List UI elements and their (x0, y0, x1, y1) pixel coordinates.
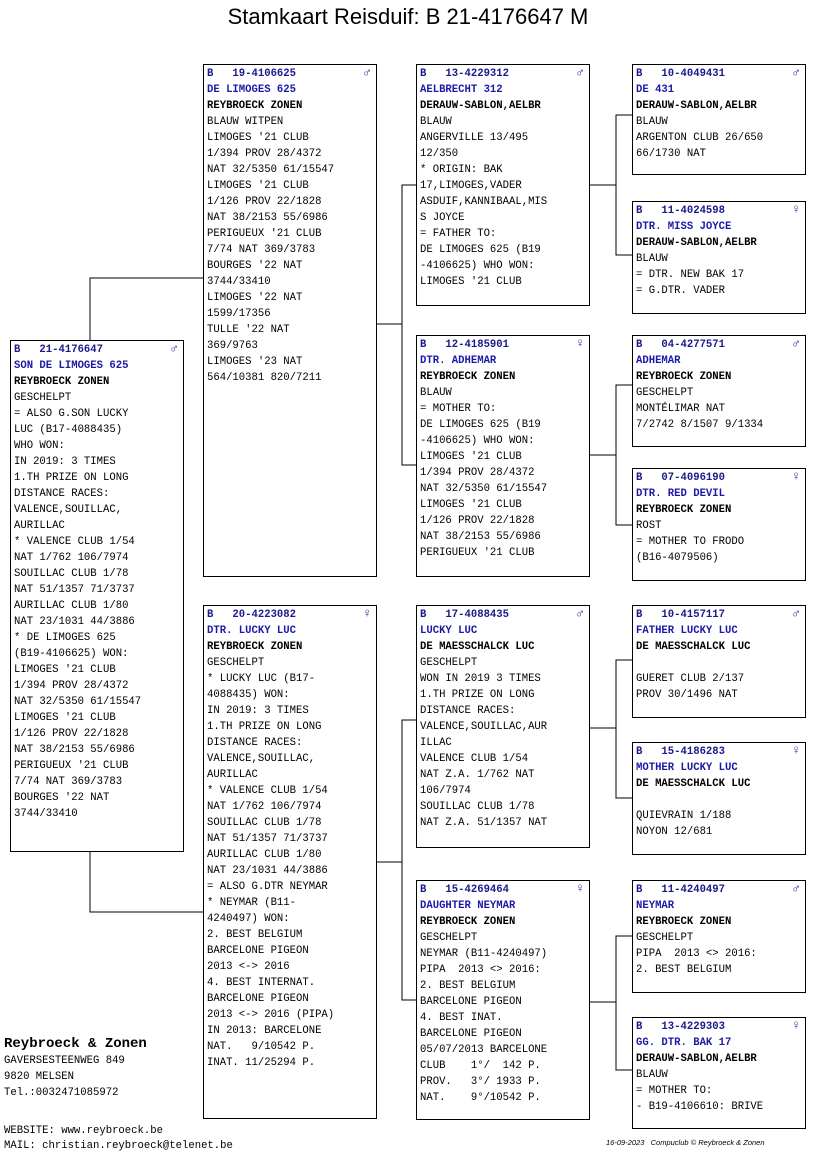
pigeon-detail-line: PIPA 2013 <> 2016: (636, 948, 757, 960)
pigeon-card-father (203, 64, 377, 577)
pigeon-name: MOTHER LUCKY LUC (636, 762, 738, 774)
pigeon-name: LUCKY LUC (420, 625, 478, 637)
ring-number (207, 607, 373, 623)
pigeon-owner: REYBROECK ZONEN (420, 371, 516, 383)
connector-fm-fmf (589, 385, 633, 455)
ring-number (636, 337, 802, 353)
pigeon-detail-line: NAT 23/1031 44/3886 (14, 616, 135, 628)
pigeon-detail-line: IN 2019: 3 TIMES (14, 456, 116, 468)
connector-mother-mm (402, 862, 417, 1000)
pigeon-detail-line: 1/394 PROV 28/4372 (420, 467, 535, 479)
pigeon-card-ffm (632, 201, 806, 314)
website-link[interactable]: WEBSITE: www.reybroeck.be (4, 1125, 163, 1137)
pigeon-detail-line: S JOYCE (420, 212, 465, 224)
pigeon-detail-line: PERIGUEUX '21 CLUB (420, 547, 535, 559)
female-sex-icon: ♀ (792, 202, 800, 217)
pigeon-detail-line: DISTANCE RACES: (207, 737, 303, 749)
pigeon-name: DTR. LUCKY LUC (207, 625, 297, 637)
pigeon-detail-line: 369/9763 (207, 340, 258, 352)
pigeon-detail-line: BLAUW (420, 387, 452, 399)
pigeon-detail-line: LIMOGES '21 CLUB (207, 132, 309, 144)
pigeon-owner: DE MAESSCHALCK LUC (636, 778, 751, 790)
ring-number-text: B 15-4186283 (636, 746, 726, 758)
pigeon-name: AELBRECHT 312 (420, 84, 503, 96)
pigeon-name: ADHEMAR (636, 355, 681, 367)
ring-number (636, 607, 802, 623)
pigeon-detail-line: BARCELONE PIGEON (420, 1028, 522, 1040)
pigeon-detail-line: INAT. 11/25294 P. (207, 1057, 316, 1069)
pigeon-detail-line: BARCELONE PIGEON (207, 945, 309, 957)
pigeon-detail-line: GESCHELPT (420, 932, 478, 944)
pigeon-name: NEYMAR (636, 900, 675, 912)
pigeon-detail-line: VALENCE,SOUILLAC, (207, 753, 316, 765)
pigeon-detail-line: 1/394 PROV 28/4372 (14, 680, 129, 692)
pigeon-card-mother-father (416, 605, 590, 848)
pigeon-detail-line: ASDUIF,KANNIBAAL,MIS (420, 196, 548, 208)
pigeon-detail-line: WON IN 2019 3 TIMES (420, 673, 541, 685)
pigeon-detail-line: BARCELONE PIGEON (420, 996, 522, 1008)
pigeon-detail-line: GESCHELPT (636, 387, 694, 399)
connector-father-ff (376, 185, 417, 324)
pigeon-detail-line: (B19-4106625) WON: (14, 648, 129, 660)
pigeon-card-fmf (632, 335, 806, 447)
pigeon-card-subject (10, 340, 184, 852)
pigeon-detail-line: AURILLAC CLUB 1/80 (14, 600, 129, 612)
pigeon-detail-line: 1/126 PROV 22/1828 (207, 196, 322, 208)
ring-number (420, 337, 586, 353)
pigeon-card-mother (203, 605, 377, 1119)
pigeon-detail-line: DISTANCE RACES: (420, 705, 516, 717)
connector-ff-ffm (616, 185, 633, 255)
ring-number (636, 203, 802, 219)
pigeon-detail-line: * LUCKY LUC (B17- (207, 673, 316, 685)
pigeon-detail-line: 4. BEST INAT. (420, 1012, 503, 1024)
pigeon-detail-line: NAT 23/1031 44/3886 (207, 865, 328, 877)
pigeon-detail-line: BLAUW (636, 116, 668, 128)
pigeon-detail-line: = MOTHER TO: (420, 403, 497, 415)
pigeon-detail-line: * NEYMAR (B11- (207, 897, 297, 909)
pigeon-detail-line: PIPA 2013 <> 2016: (420, 964, 541, 976)
ring-number (636, 744, 802, 760)
breeder-info (4, 1035, 147, 1101)
pigeon-owner: REYBROECK ZONEN (636, 916, 732, 928)
breeder-phone: Tel.:0032471085972 (4, 1087, 119, 1099)
ring-number-text: B 07-4096190 (636, 472, 726, 484)
female-sex-icon: ♀ (363, 606, 371, 621)
pigeon-name: DTR. RED DEVIL (636, 488, 726, 500)
pigeon-detail-line: DE LIMOGES 625 (B19 (420, 244, 541, 256)
pigeon-detail-line: GUERET CLUB 2/137 (636, 673, 745, 685)
ring-number-text: B 17-4088435 (420, 609, 510, 621)
male-sex-icon: ♂ (792, 65, 800, 80)
pigeon-name: DTR. ADHEMAR (420, 355, 497, 367)
ring-number (207, 66, 373, 82)
pigeon-detail-line: * VALENCE CLUB 1/54 (207, 785, 328, 797)
pigeon-detail-line: = ALSO G.DTR NEYMAR (207, 881, 328, 893)
pigeon-detail-line: PROV 30/1496 NAT (636, 689, 738, 701)
pigeon-detail-line: LIMOGES '23 NAT (207, 356, 303, 368)
pigeon-owner: DE MAESSCHALCK LUC (636, 641, 751, 653)
pigeon-card-mff (632, 605, 806, 718)
pigeon-detail-line: NAT 38/2153 55/6986 (420, 531, 541, 543)
ring-number (420, 607, 586, 623)
ring-number (636, 470, 802, 486)
pigeon-detail-line: NAT 38/2153 55/6986 (207, 212, 328, 224)
pigeon-owner: DE MAESSCHALCK LUC (420, 641, 535, 653)
pigeon-owner: REYBROECK ZONEN (207, 641, 303, 653)
pigeon-detail-line: AURILLAC (207, 769, 258, 781)
female-sex-icon: ♀ (576, 336, 584, 351)
pigeon-detail-line: 2013 <-> 2016 (207, 961, 290, 973)
female-sex-icon: ♀ (792, 1018, 800, 1033)
pigeon-owner: REYBROECK ZONEN (207, 100, 303, 112)
pigeon-detail-line: = ALSO G.SON LUCKY (14, 408, 129, 420)
pigeon-detail-line: ILLAC (420, 737, 452, 749)
pigeon-detail-line: (B16-4079506) (636, 552, 719, 564)
pigeon-name: GG. DTR. BAK 17 (636, 1037, 732, 1049)
ring-number-text: B 19-4106625 (207, 68, 297, 80)
pigeon-detail-line: 4. BEST INTERNAT. (207, 977, 316, 989)
ring-number-text: B 11-4240497 (636, 884, 726, 896)
ring-number-text: B 10-4049431 (636, 68, 726, 80)
pigeon-card-mfm (632, 742, 806, 855)
pigeon-detail-line: 2. BEST BELGIUM (636, 964, 732, 976)
connector-mother-mf (376, 720, 417, 862)
pigeon-detail-line: BLAUW WITPEN (207, 116, 284, 128)
pigeon-detail-line: SOUILLAC CLUB 1/78 (14, 568, 129, 580)
pigeon-detail-line: = MOTHER TO FRODO (636, 536, 745, 548)
pigeon-detail-line: GESCHELPT (14, 392, 72, 404)
pigeon-detail-line: LIMOGES '21 CLUB (420, 276, 522, 288)
ring-number (14, 342, 180, 358)
pigeon-name: DE 431 (636, 84, 675, 96)
pigeon-detail-line: GESCHELPT (207, 657, 265, 669)
pigeon-detail-line: 2. BEST BELGIUM (207, 929, 303, 941)
pigeon-detail-line: 1/126 PROV 22/1828 (420, 515, 535, 527)
ring-number-text: B 21-4176647 (14, 344, 104, 356)
pigeon-name: FATHER LUCKY LUC (636, 625, 738, 637)
pigeon-detail-line: GESCHELPT (420, 657, 478, 669)
pigeon-detail-line: PERIGUEUX '21 CLUB (14, 760, 129, 772)
ring-number-text: B 11-4024598 (636, 205, 726, 217)
pigeon-detail-line: BOURGES '22 NAT (207, 260, 303, 272)
pigeon-detail-line: VALENCE,SOUILLAC, (14, 504, 123, 516)
pigeon-detail-line: LUC (B17-4088435) (14, 424, 123, 436)
connector-fm-fmm (616, 455, 633, 525)
ring-number (636, 1019, 802, 1035)
pigeon-detail-line: 7/74 NAT 369/3783 (207, 244, 316, 256)
pigeon-detail-line: MONTÉLIMAR NAT (636, 403, 726, 415)
pigeon-detail-line: BOURGES '22 NAT (14, 792, 110, 804)
pigeon-detail-line: BLAUW (636, 1069, 668, 1081)
pigeon-detail-line: IN 2013: BARCELONE (207, 1025, 322, 1037)
pigeon-detail-line: DISTANCE RACES: (14, 488, 110, 500)
pigeon-detail-line: 1/394 PROV 28/4372 (207, 148, 322, 160)
pigeon-card-fmm (632, 468, 806, 581)
pigeon-detail-line: ARGENTON CLUB 26/650 (636, 132, 764, 144)
pigeon-detail-line: = MOTHER TO: (636, 1085, 713, 1097)
pigeon-detail-line: = FATHER TO: (420, 228, 497, 240)
pigeon-name: DTR. MISS JOYCE (636, 221, 732, 233)
pigeon-detail-line: ROST (636, 520, 662, 532)
pigeon-detail-line: NEYMAR (B11-4240497) (420, 948, 548, 960)
pigeon-owner: REYBROECK ZONEN (636, 504, 732, 516)
ring-number (636, 882, 802, 898)
pigeon-card-mmm (632, 1017, 806, 1129)
pigeon-detail-line: NAT 51/1357 71/3737 (207, 833, 328, 845)
pigeon-detail-line: 4240497) WON: (207, 913, 290, 925)
female-sex-icon: ♀ (792, 469, 800, 484)
pigeon-detail-line: GESCHELPT (636, 932, 694, 944)
pigeon-detail-line: LIMOGES '22 NAT (207, 292, 303, 304)
connector-mf-mfm (616, 728, 633, 798)
pigeon-detail-line: -4106625) WHO WON: (420, 435, 535, 447)
pigeon-detail-line: = DTR. NEW BAK 17 (636, 269, 745, 281)
pigeon-detail-line: 2. BEST BELGIUM (420, 980, 516, 992)
pigeon-detail-line: 7/74 NAT 369/3783 (14, 776, 123, 788)
pigeon-detail-line: 1.TH PRIZE ON LONG (420, 689, 535, 701)
pigeon-detail-line: NAT 32/5350 61/15547 (420, 483, 548, 495)
pigeon-detail-line: SOUILLAC CLUB 1/78 (420, 801, 535, 813)
pigeon-detail-line: NAT. 9°/10542 P. (420, 1092, 541, 1104)
ring-number-text: B 15-4269464 (420, 884, 510, 896)
pigeon-owner: DERAUW-SABLON,AELBR (420, 100, 541, 112)
pigeon-detail-line: AURILLAC (14, 520, 65, 532)
pigeon-detail-line: 17,LIMOGES,VADER (420, 180, 522, 192)
connector-ff-fff (589, 115, 633, 185)
pigeon-detail-line: AURILLAC CLUB 1/80 (207, 849, 322, 861)
male-sex-icon: ♂ (792, 336, 800, 351)
pigeon-detail-line: 3744/33410 (207, 276, 271, 288)
pigeon-detail-line: NAT 1/762 106/7974 (14, 552, 129, 564)
ring-number-text: B 20-4223082 (207, 609, 297, 621)
pigeon-detail-line: PROV. 3°/ 1933 P. (420, 1076, 541, 1088)
pigeon-detail-line: IN 2019: 3 TIMES (207, 705, 309, 717)
pigeon-detail-line: 05/07/2013 BARCELONE (420, 1044, 548, 1056)
contact-info (4, 1124, 233, 1154)
pigeon-card-father-mother (416, 335, 590, 577)
male-sex-icon: ♂ (576, 606, 584, 621)
pigeon-detail-line: TULLE '22 NAT (207, 324, 290, 336)
pigeon-detail-line: NAT. 9/10542 P. (207, 1041, 316, 1053)
pigeon-owner: REYBROECK ZONEN (14, 376, 110, 388)
pigeon-detail-line: LIMOGES '21 CLUB (14, 712, 116, 724)
pigeon-card-mother-mother (416, 880, 590, 1120)
pigeon-detail-line: NAT 38/2153 55/6986 (14, 744, 135, 756)
pigeon-detail-line: 106/7974 (420, 785, 471, 797)
pigeon-detail-line: = G.DTR. VADER (636, 285, 726, 297)
pigeon-detail-line: NAT 51/1357 71/3737 (14, 584, 135, 596)
pigeon-detail-line: LIMOGES '21 CLUB (420, 499, 522, 511)
breeder-name: Reybroeck & Zonen (4, 1036, 147, 1052)
pigeon-detail-line (636, 655, 802, 671)
pigeon-detail-line: 12/350 (420, 148, 459, 160)
connector-father-fm (402, 324, 417, 465)
pigeon-detail-line: NAT 32/5350 61/15547 (207, 164, 335, 176)
pigeon-detail-line: WHO WON: (14, 440, 65, 452)
pigeon-detail-line: 7/2742 8/1507 9/1334 (636, 419, 764, 431)
pigeon-detail-line: -4106625) WHO WON: (420, 260, 535, 272)
ring-number (636, 66, 802, 82)
pigeon-owner: DERAUW-SABLON,AELBR (636, 100, 757, 112)
breeder-city: 9820 MELSEN (4, 1071, 74, 1083)
pigeon-detail-line: 1.TH PRIZE ON LONG (14, 472, 129, 484)
connector-mf-mff (589, 660, 633, 728)
ring-number (420, 882, 586, 898)
pigeon-card-fff (632, 64, 806, 175)
male-sex-icon: ♂ (576, 65, 584, 80)
pigeon-owner: DERAUW-SABLON,AELBR (636, 237, 757, 249)
pigeon-detail-line: 1/126 PROV 22/1828 (14, 728, 129, 740)
ring-number-text: B 12-4185901 (420, 339, 510, 351)
connector-mm-mmm (616, 1002, 633, 1070)
breeder-address: GAVERSESTEENWEG 849 (4, 1055, 125, 1067)
pigeon-card-mmf (632, 880, 806, 993)
male-sex-icon: ♂ (792, 881, 800, 896)
pigeon-detail-line: NAT Z.A. 1/762 NAT (420, 769, 535, 781)
pigeon-detail-line: * ORIGIN: BAK (420, 164, 503, 176)
pigeon-detail-line: 1.TH PRIZE ON LONG (207, 721, 322, 733)
pigeon-detail-line: VALENCE CLUB 1/54 (420, 753, 529, 765)
pigeon-owner: REYBROECK ZONEN (636, 371, 732, 383)
male-sex-icon: ♂ (792, 606, 800, 621)
pigeon-detail-line: PERIGUEUX '21 CLUB (207, 228, 322, 240)
pigeon-detail-line: SOUILLAC CLUB 1/78 (207, 817, 322, 829)
pigeon-detail-line: 4088435) WON: (207, 689, 290, 701)
pigeon-detail-line: ANGERVILLE 13/495 (420, 132, 529, 144)
connector-subject-mother (90, 851, 204, 912)
pigeon-detail-line: 564/10381 820/7211 (207, 372, 322, 384)
pigeon-detail-line: CLUB 1°/ 142 P. (420, 1060, 541, 1072)
pigeon-name: DE LIMOGES 625 (207, 84, 297, 96)
male-sex-icon: ♂ (170, 341, 178, 356)
pigeon-detail-line: 1599/17356 (207, 308, 271, 320)
pigeon-detail-line: 3744/33410 (14, 808, 78, 820)
pigeon-detail-line: * VALENCE CLUB 1/54 (14, 536, 135, 548)
male-sex-icon: ♂ (363, 65, 371, 80)
pigeon-detail-line: 2013 <-> 2016 (PIPA) (207, 1009, 335, 1021)
pigeon-detail-line: LIMOGES '21 CLUB (420, 451, 522, 463)
pigeon-detail-line: * DE LIMOGES 625 (14, 632, 116, 644)
pigeon-detail-line: 66/1730 NAT (636, 148, 706, 160)
pigeon-detail-line: NAT 32/5350 61/15547 (14, 696, 142, 708)
female-sex-icon: ♀ (576, 881, 584, 896)
pigeon-detail-line: - B19-4106610: BRIVE (636, 1101, 764, 1113)
pigeon-detail-line: LIMOGES '21 CLUB (207, 180, 309, 192)
ring-number-text: B 10-4157117 (636, 609, 726, 621)
female-sex-icon: ♀ (792, 743, 800, 758)
connector-subject-father (90, 278, 204, 340)
pigeon-detail-line: VALENCE,SOUILLAC,AUR (420, 721, 548, 733)
ring-number-text: B 13-4229312 (420, 68, 510, 80)
ring-number-text: B 13-4229303 (636, 1021, 726, 1033)
pigeon-detail-line: BLAUW (636, 253, 668, 265)
connector-mm-mmf (589, 936, 633, 1002)
mail-link[interactable]: MAIL: christian.reybroeck@telenet.be (4, 1140, 233, 1152)
pigeon-card-father-father (416, 64, 590, 306)
footer-credit: 16-09-2023 Compuclub © Reybroeck & Zonen (606, 1138, 765, 1147)
pigeon-detail-line: LIMOGES '21 CLUB (14, 664, 116, 676)
page-title: Stamkaart Reisduif: B 21-4176647 M (227, 4, 589, 29)
pigeon-detail-line (636, 792, 802, 808)
pigeon-detail-line: BLAUW (420, 116, 452, 128)
pigeon-detail-line: QUIEVRAIN 1/188 (636, 810, 732, 822)
pigeon-detail-line: NAT Z.A. 51/1357 NAT (420, 817, 548, 829)
pigeon-detail-line: BARCELONE PIGEON (207, 993, 309, 1005)
pigeon-owner: DERAUW-SABLON,AELBR (636, 1053, 757, 1065)
ring-number-text: B 04-4277571 (636, 339, 726, 351)
pigeon-owner: REYBROECK ZONEN (420, 916, 516, 928)
pigeon-detail-line: NOYON 12/681 (636, 826, 713, 838)
pigeon-detail-line: DE LIMOGES 625 (B19 (420, 419, 541, 431)
pigeon-detail-line: NAT 1/762 106/7974 (207, 801, 322, 813)
ring-number (420, 66, 586, 82)
pigeon-name: DAUGHTER NEYMAR (420, 900, 516, 912)
pigeon-name: SON DE LIMOGES 625 (14, 360, 129, 372)
